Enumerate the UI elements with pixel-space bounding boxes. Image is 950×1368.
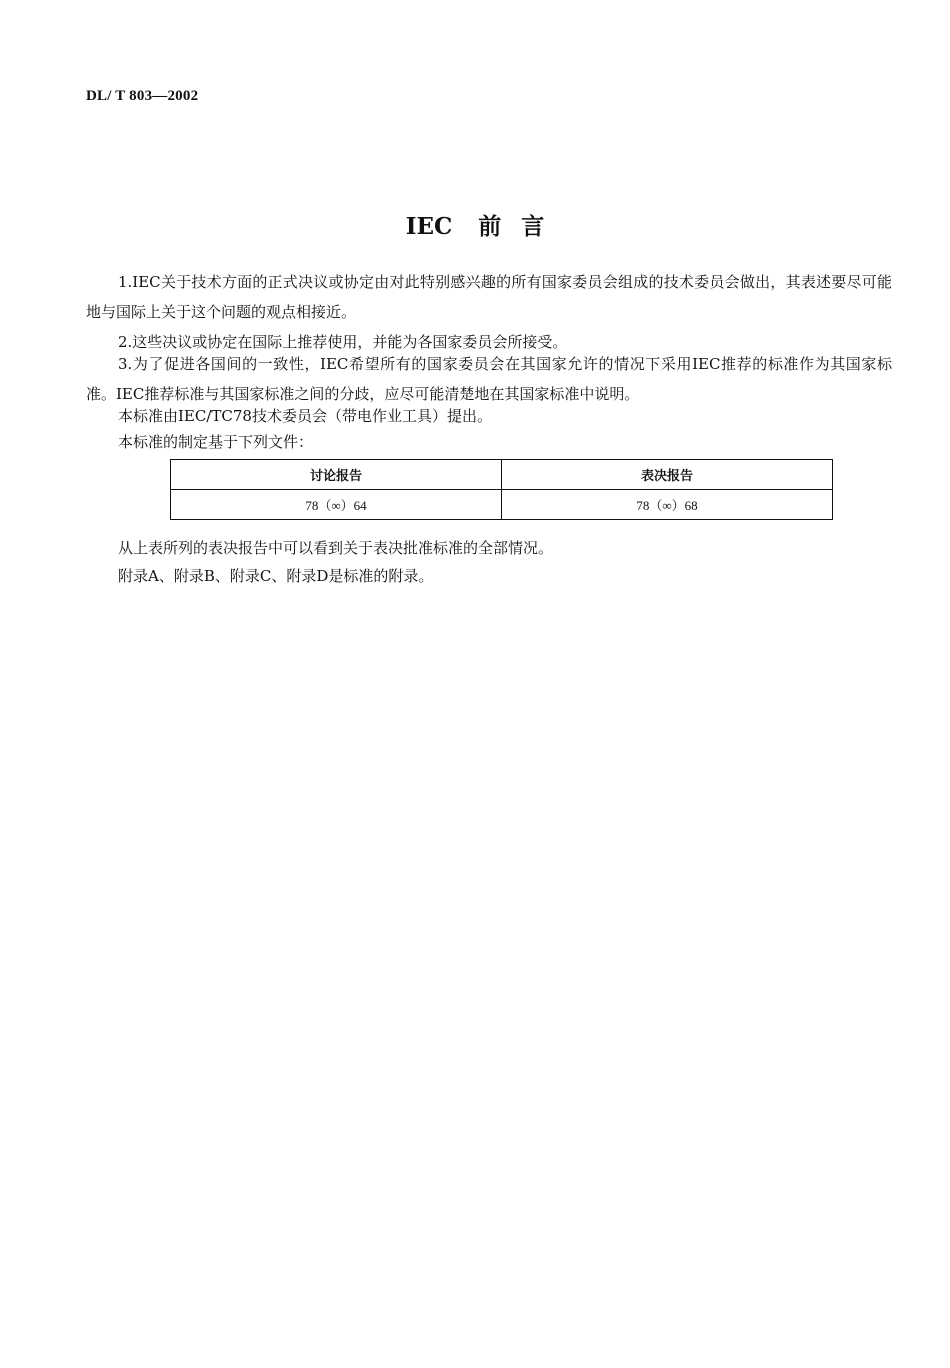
table-header-discussion: 讨论报告 — [171, 460, 502, 490]
paragraph-2: 2.这些决议或协定在国际上推荐使用，并能为各国家委员会所接受。 — [118, 333, 568, 351]
table-header-row — [171, 460, 833, 490]
paragraph-after-2: 附录A、附录B、附录C、附录D是标准的附录。 — [118, 567, 434, 585]
paragraph-4: 本标准由IEC/TC78技术委员会（带电作业工具）提出。 — [118, 407, 492, 425]
table-header-vote: 表决报告 — [502, 460, 833, 490]
table-cell-discussion: 78（∞）64 — [171, 490, 502, 520]
title-qian: 前 — [478, 213, 502, 240]
table-row — [171, 490, 833, 520]
paragraph-3: 3.为了促进各国间的一致性，IEC希望所有的国家委员会在其国家允许的情况下采用IEC推荐的标准作为其国家标准。IEC推荐标准与其国家标准之间的分歧，应尽可能清楚地在其国家标准中说明。 — [86, 355, 892, 403]
documents-table — [170, 459, 833, 520]
paragraph-5: 本标准的制定基于下列文件： — [118, 433, 314, 451]
paragraph-1: 1.IEC关于技术方面的正式决议或协定由对此特别感兴趣的所有国家委员会组成的技术委员会做出，其表述要尽可能地与国际上关于这个问题的观点相接近。 — [86, 273, 892, 321]
title-yan: 言 — [521, 213, 545, 240]
document-id: DL/ T 803—2002 — [86, 88, 199, 104]
page-title — [0, 208, 950, 241]
paragraph-after-1: 从上表所列的表决报告中可以看到关于表决批准标准的全部情况。 — [118, 539, 554, 557]
table-cell-vote: 78（∞）68 — [502, 490, 833, 520]
title-iec: IEC — [405, 213, 453, 240]
